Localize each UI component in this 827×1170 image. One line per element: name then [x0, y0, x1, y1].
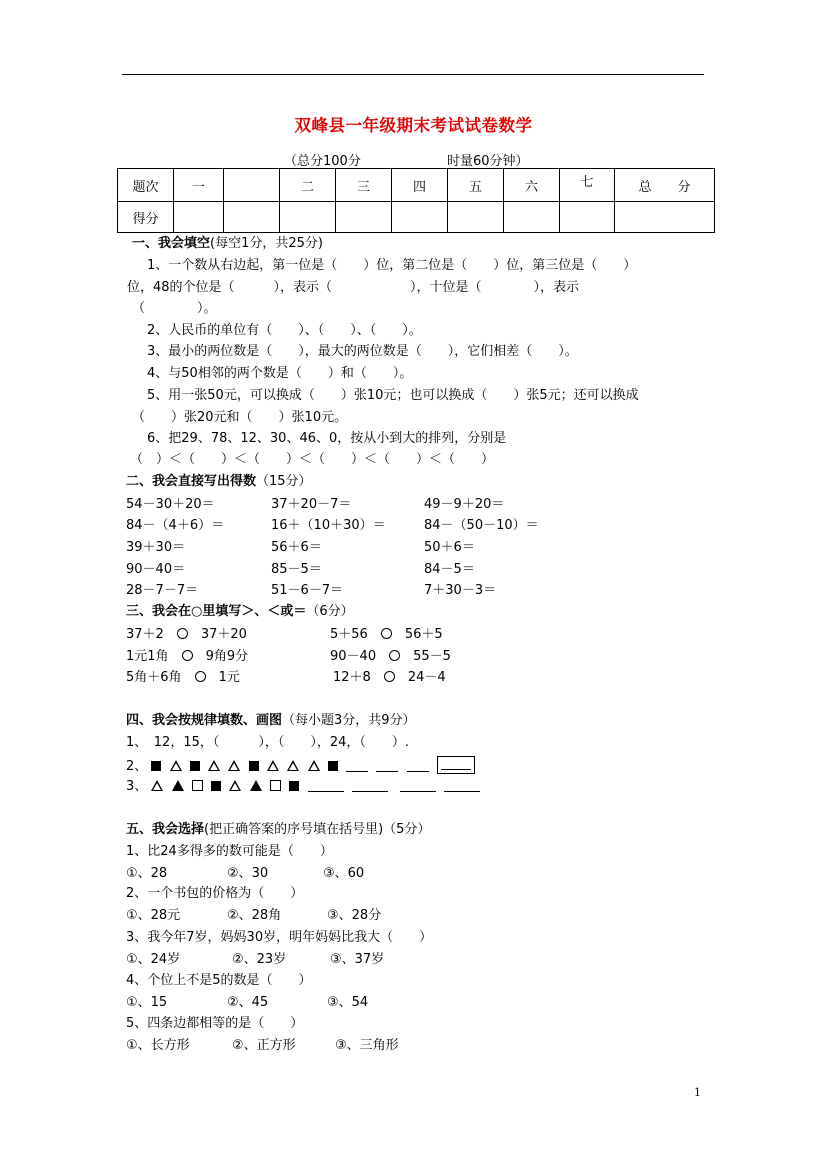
score-input-cell[interactable]	[336, 202, 392, 233]
s1-line: 4、与50相邻的两个数是（ ）和（ ）。	[147, 366, 413, 381]
compare-item: 5角＋6角 1元	[126, 670, 240, 685]
s1-line: 3、最小的两位数是（ ），最大的两位数是（ ），它们相差（ ）。	[147, 344, 578, 359]
compare-item: 90－40 55－5	[330, 649, 451, 664]
choice-option[interactable]: ③、54	[327, 995, 369, 1010]
calc-item: 50＋6＝	[424, 540, 475, 555]
choice-option[interactable]: ①、长方形	[126, 1038, 190, 1053]
compare-circle[interactable]	[195, 671, 206, 682]
table-cell: 二	[280, 169, 336, 202]
outline-square-icon	[192, 780, 203, 791]
calc-item: 56＋6＝	[271, 540, 322, 555]
choice-option[interactable]: ②、45	[227, 995, 269, 1010]
filled-square-icon	[190, 761, 200, 771]
s1-line: 1、一个数从右边起，第一位是（ ）位，第二位是（ ）位，第三位是（ ）	[147, 258, 637, 273]
filled-triangle-icon	[172, 780, 184, 791]
choice-option[interactable]: ③、60	[323, 866, 365, 881]
calc-item: 16＋（10＋30）＝	[271, 518, 386, 533]
score-input-cell[interactable]	[392, 202, 448, 233]
table-cell	[224, 169, 280, 202]
table-cell: 六	[504, 169, 560, 202]
choice-option[interactable]: ①、24岁	[126, 952, 181, 967]
score-input-cell[interactable]	[560, 202, 615, 233]
compare-circle[interactable]	[177, 628, 188, 639]
total-score: （总分100分	[284, 154, 361, 169]
section-4-heading: 四、我会按规律填数、画图（每小题3分，共9分）	[126, 713, 416, 728]
score-input-cell[interactable]	[448, 202, 504, 233]
score-input-cell[interactable]	[504, 202, 560, 233]
outline-triangle-icon	[228, 760, 240, 771]
section-5-heading: 五、我会选择(把正确答案的序号填在括号里)（5分）	[126, 822, 431, 837]
calc-item: 85－5＝	[271, 562, 322, 577]
filled-square-icon	[328, 761, 338, 771]
calc-item: 7＋30－3＝	[424, 583, 497, 598]
s1-line: （ ）张20元和（ ）张10元。	[132, 410, 348, 425]
choice-question: 3、我今年7岁，妈妈30岁，明年妈妈比我大（ ）	[126, 930, 433, 945]
score-table	[117, 168, 715, 233]
calc-item: 84－（50－10）＝	[424, 518, 539, 533]
compare-circle[interactable]	[384, 671, 395, 682]
filled-square-icon	[211, 781, 221, 791]
outline-triangle-icon	[151, 780, 163, 791]
choice-option[interactable]: ②、23岁	[232, 952, 287, 967]
filled-square-icon	[289, 781, 299, 791]
page-title: 双峰县一年级期末考试试卷数学	[294, 116, 533, 135]
pattern-q2: 2、	[126, 756, 475, 776]
choice-question: 4、个位上不是5的数是（ ）	[126, 973, 312, 988]
filled-triangle-icon	[250, 780, 262, 791]
answer-blank[interactable]	[376, 759, 398, 772]
outline-triangle-icon	[229, 780, 241, 791]
choice-option[interactable]: ①、28	[126, 866, 168, 881]
outline-triangle-icon	[208, 760, 220, 771]
table-cell: 总 分	[615, 169, 715, 202]
outline-triangle-icon	[170, 760, 182, 771]
table-cell: 题次	[118, 169, 174, 202]
answer-blank[interactable]	[346, 759, 368, 772]
score-input-cell[interactable]	[224, 202, 280, 233]
time-limit: 时量60分钟）	[447, 154, 529, 169]
outline-square-icon	[270, 780, 281, 791]
s1-line: （ ）。	[132, 301, 217, 316]
compare-circle[interactable]	[182, 650, 193, 661]
table-cell: 七	[560, 169, 615, 202]
calc-item: 39＋30＝	[126, 540, 186, 555]
table-cell: 三	[336, 169, 392, 202]
calc-item: 49－9＋20＝	[424, 497, 505, 512]
table-cell: 四	[392, 169, 448, 202]
answer-blank[interactable]	[308, 779, 344, 792]
choice-option[interactable]: ③、37岁	[330, 952, 385, 967]
calc-item: 51－6－7＝	[271, 583, 344, 598]
table-cell: 五	[448, 169, 504, 202]
choice-question: 2、一个书包的价格为（ ）	[126, 886, 304, 901]
answer-blank[interactable]	[444, 779, 480, 792]
compare-item: 37＋2 37＋20	[126, 627, 247, 642]
choice-option[interactable]: ②、正方形	[232, 1038, 296, 1053]
filled-square-icon	[151, 761, 161, 771]
s1-line: 2、人民币的单位有（ ）、（ ）、（ ）。	[147, 323, 422, 338]
answer-blank[interactable]	[407, 759, 429, 772]
choice-option[interactable]: ①、15	[126, 995, 168, 1010]
answer-blank[interactable]	[400, 779, 436, 792]
s1-line: 位，48的个位是（ ），表示（ ），十位是（ ），表示	[127, 280, 580, 295]
compare-item: 1元1角 9角9分	[126, 649, 249, 664]
page-number: 1	[694, 1086, 701, 1099]
compare-item: 5＋56 56＋5	[330, 627, 443, 642]
top-rule	[122, 74, 704, 75]
table-cell: 得分	[118, 202, 174, 233]
pattern-q1: 1、 12，15，（ ），（ ），24，（ ）.	[126, 735, 410, 750]
s1-line: 6、把29、78、12、30、46、0，按从小到大的排列，分别是	[147, 431, 507, 446]
calc-item: 84－5＝	[424, 562, 475, 577]
choice-option[interactable]: ③、三角形	[335, 1038, 399, 1053]
calc-item: 54－30＋20＝	[126, 497, 215, 512]
compare-circle[interactable]	[381, 628, 392, 639]
s1-line: 5、用一张50元，可以换成（ ）张10元；也可以换成（ ）张5元；还可以换成	[147, 388, 639, 403]
score-input-cell[interactable]	[615, 202, 715, 233]
choice-option[interactable]: ②、28角	[227, 908, 282, 923]
calc-item: 37＋20－7＝	[271, 497, 352, 512]
choice-option[interactable]: ②、30	[227, 866, 269, 881]
calc-item: 90－40＝	[126, 562, 186, 577]
filled-square-icon	[249, 761, 259, 771]
pattern-q3: 3、	[126, 778, 480, 796]
outline-triangle-icon	[308, 760, 320, 771]
s1-line: （ ）＜（ ）＜（ ）＜（ ）＜（ ）＜（ ）	[130, 452, 495, 467]
calc-item: 84－（4＋6）＝	[126, 518, 225, 533]
outline-triangle-icon	[267, 760, 279, 771]
score-input-cell[interactable]	[280, 202, 336, 233]
answer-box[interactable]	[437, 756, 475, 774]
outline-triangle-icon	[287, 760, 299, 771]
calc-item: 28－7－7＝	[126, 583, 199, 598]
compare-item: 12＋8 24－4	[333, 670, 446, 685]
answer-blank[interactable]	[352, 779, 388, 792]
score-input-cell[interactable]	[174, 202, 224, 233]
choice-option[interactable]: ①、28元	[126, 908, 181, 923]
choice-option[interactable]: ③、28分	[327, 908, 382, 923]
choice-question: 5、四条边都相等的是（ ）	[126, 1016, 304, 1031]
section-2-heading: 二、我会直接写出得数（15分）	[126, 474, 312, 489]
choice-question: 1、比24多得多的数可能是（ ）	[126, 844, 333, 859]
section-1-heading: 一、我会填空(每空1分，共25分)	[132, 236, 323, 251]
compare-circle[interactable]	[389, 650, 400, 661]
table-cell: 一	[174, 169, 224, 202]
section-3-heading: 三、我会在○里填写＞、＜或＝（6分）	[126, 604, 354, 619]
